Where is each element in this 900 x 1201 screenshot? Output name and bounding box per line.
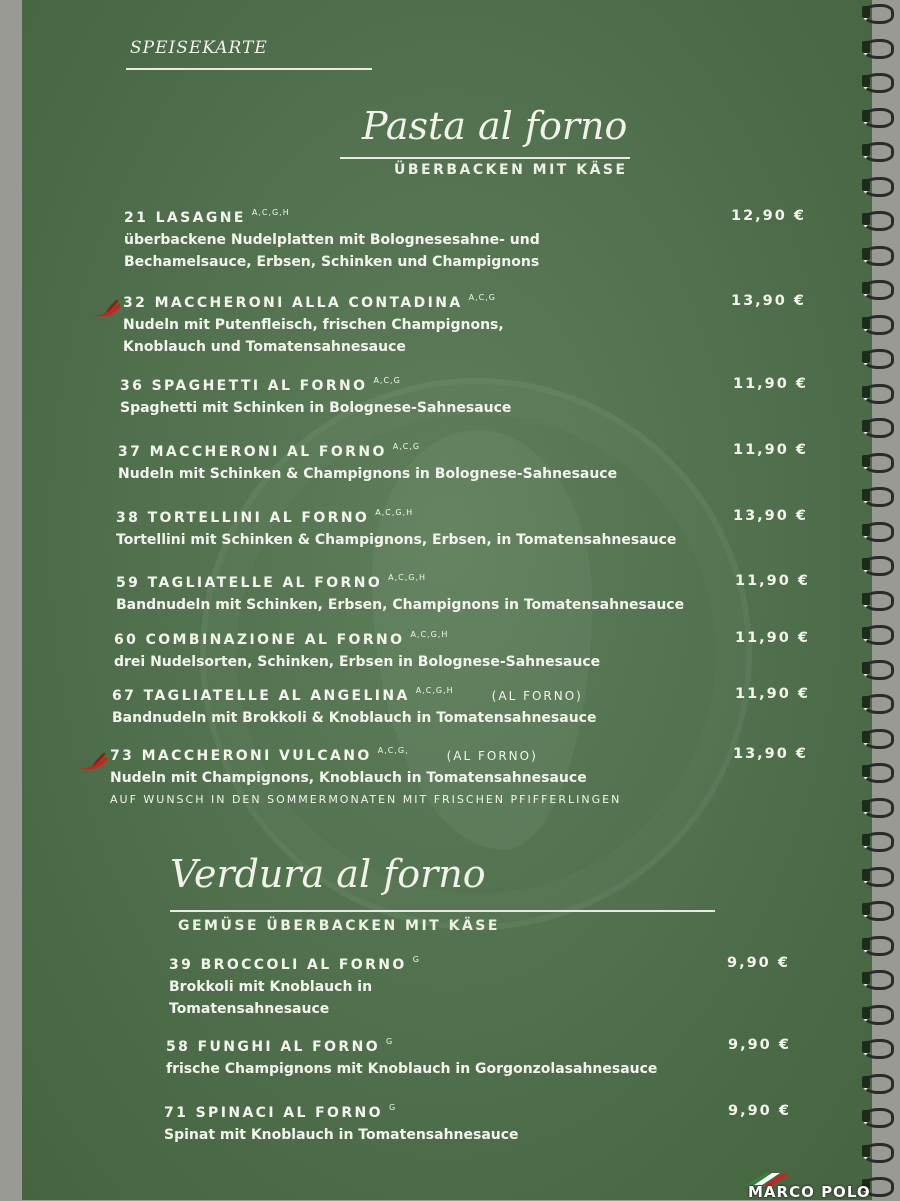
item-heading (123, 293, 543, 311)
binding-hole (862, 282, 870, 294)
item-allergens: A,C,G (373, 376, 401, 385)
section-rule-verdura (170, 910, 715, 912)
binding-hole (862, 834, 870, 846)
item-name: BROCCOLI AL FORNO (200, 957, 407, 973)
menu-page (22, 0, 872, 1200)
menu-item[interactable] (110, 746, 710, 806)
binding-hole (862, 1007, 870, 1019)
menu-item[interactable] (123, 293, 543, 358)
item-allergens: A,C,G,H (410, 630, 449, 639)
binding-hole (862, 144, 870, 156)
binding-hole (862, 972, 870, 984)
binding-hole (862, 489, 870, 501)
menu-item[interactable] (124, 208, 554, 273)
item-number: 38 (116, 510, 141, 526)
item-number: 32 (123, 295, 148, 311)
binding-hole (862, 662, 870, 674)
binding-hole (862, 1041, 870, 1053)
item-name: MACCHERONI VULCANO (141, 748, 372, 764)
item-extra-note: (AL FORNO) (446, 749, 538, 763)
menu-item[interactable] (114, 630, 714, 673)
header-rule (126, 68, 372, 70)
menu-item[interactable] (116, 573, 716, 616)
item-name: FUNGHI AL FORNO (197, 1039, 381, 1055)
menu-item[interactable] (118, 442, 638, 485)
item-allergens: A,C,G,H (375, 508, 414, 517)
item-price: 9,90 € (728, 1037, 791, 1053)
item-price: 9,90 € (728, 1103, 791, 1119)
binding-hole (862, 558, 870, 570)
binding-hole (862, 938, 870, 950)
binding-hole (862, 627, 870, 639)
item-description: Nudeln mit Putenfleisch, frischen Champignons, Knoblauch und Tomatensahnesauce (123, 317, 504, 355)
menu-item[interactable] (116, 508, 716, 551)
item-heading (118, 442, 638, 460)
item-heading (120, 376, 640, 394)
item-number: 58 (166, 1039, 191, 1055)
item-description: Nudeln mit Schinken & Champignons in Bolognese-Sahnesauce (118, 466, 618, 482)
menu-item[interactable] (112, 686, 712, 729)
binding-hole (862, 524, 870, 536)
item-heading (116, 573, 716, 591)
item-price: 13,90 € (733, 508, 809, 524)
item-heading (110, 746, 710, 764)
binding-hole (862, 800, 870, 812)
item-price: 13,90 € (731, 293, 807, 309)
binding-hole (862, 1145, 870, 1157)
binding-hole (862, 455, 870, 467)
item-allergens: A,C,G,H (415, 686, 454, 695)
binding-hole (862, 731, 870, 743)
item-price: 12,90 € (731, 208, 807, 224)
item-name: SPAGHETTI AL FORNO (151, 378, 368, 394)
item-allergens: A,C,G (468, 293, 496, 302)
binding-hole (862, 213, 870, 225)
item-number: 59 (116, 575, 141, 591)
binding-hole (862, 6, 870, 18)
item-price: 11,90 € (735, 573, 811, 589)
spiral-binding (860, 0, 900, 1200)
menu-label: SPEISEKARTE (130, 38, 268, 58)
item-description: Tortellini mit Schinken & Champignons, Erbsen, in Tomatensahnesauce (116, 532, 677, 548)
binding-hole (862, 179, 870, 191)
binding-hole (862, 593, 870, 605)
binding-hole (862, 317, 870, 329)
binding-hole (862, 75, 870, 87)
section-subtitle-verdura: GEMÜSE ÜBERBACKEN MIT KÄSE (178, 918, 500, 934)
logo (738, 1170, 898, 1200)
menu-item[interactable] (169, 955, 420, 1020)
item-description: Brokkoli mit Knoblauch in Tomatensahnesauce (169, 979, 373, 1017)
menu-item[interactable] (166, 1037, 766, 1080)
item-price: 11,90 € (733, 442, 809, 458)
logo-text: MARCO POLO (748, 1183, 871, 1201)
binding-hole (862, 1076, 870, 1088)
binding-hole (862, 41, 870, 53)
item-description: Bandnudeln mit Schinken, Erbsen, Champignons in Tomatensahnesauce (116, 597, 685, 613)
item-heading (116, 508, 716, 526)
menu-item[interactable] (120, 376, 640, 419)
binding-hole (862, 903, 870, 915)
chili-pepper-icon (76, 750, 112, 772)
item-number: 36 (120, 378, 145, 394)
binding-hole (862, 765, 870, 777)
item-name: MACCHERONI AL FORNO (149, 444, 387, 460)
item-name: TAGLIATELLE AL ANGELINA (143, 688, 410, 704)
item-extra-note: (AL FORNO) (491, 689, 583, 703)
item-description: Spinat mit Knoblauch in Tomatensahnesauce (164, 1127, 519, 1143)
section-title-verdura: Verdura al forno (170, 852, 486, 896)
item-heading (114, 630, 714, 648)
item-number: 73 (110, 748, 135, 764)
item-number: 67 (112, 688, 137, 704)
item-price: 9,90 € (727, 955, 790, 971)
item-allergens: G (412, 955, 420, 964)
item-price: 11,90 € (733, 376, 809, 392)
item-number: 71 (164, 1105, 189, 1121)
chili-pepper-icon (89, 297, 125, 319)
item-price: 13,90 € (733, 746, 809, 762)
item-allergens: A,C,G,H (388, 573, 427, 582)
binding-hole (862, 869, 870, 881)
binding-hole (862, 1110, 870, 1122)
item-name: TAGLIATELLE AL FORNO (147, 575, 383, 591)
item-allergens: A,C,G,H (251, 208, 290, 217)
item-heading (164, 1103, 764, 1121)
item-note: AUF WUNSCH IN DEN SOMMERMONATEN MIT FRISCHEN PFIFFERLINGEN (110, 793, 622, 806)
item-description: frische Champignons mit Knoblauch in Gorgonzolasahnesauce (166, 1061, 658, 1077)
item-allergens: A,C,G, (377, 746, 409, 755)
section-rule-pasta (340, 157, 630, 159)
binding-hole (862, 420, 870, 432)
item-name: LASAGNE (155, 210, 246, 226)
binding-hole (862, 110, 870, 122)
item-heading (169, 955, 420, 973)
item-name: TORTELLINI AL FORNO (147, 510, 370, 526)
item-number: 39 (169, 957, 194, 973)
item-allergens: G (388, 1103, 397, 1112)
binding-hole (862, 248, 870, 260)
section-subtitle-pasta: ÜBERBACKEN MIT KÄSE (394, 162, 628, 178)
item-description: Spaghetti mit Schinken in Bolognese-Sahnesauce (120, 400, 512, 416)
section-title-pasta: Pasta al forno (362, 104, 628, 148)
item-description: überbackene Nudelplatten mit Bolognesesahne- und Bechamelsauce, Erbsen, Schinken und Champignons (124, 232, 540, 270)
binding-hole (862, 351, 870, 363)
binding-hole (862, 696, 870, 708)
item-description: Nudeln mit Champignons, Knoblauch in Tomatensahnesauce (110, 770, 587, 786)
item-name: SPINACI AL FORNO (195, 1105, 383, 1121)
item-description: drei Nudelsorten, Schinken, Erbsen in Bolognese-Sahnesauce (114, 654, 601, 670)
item-name: MACCHERONI ALLA CONTADINA (154, 295, 463, 311)
item-number: 21 (124, 210, 149, 226)
item-price: 11,90 € (735, 686, 811, 702)
menu-item[interactable] (164, 1103, 764, 1146)
item-allergens: G (386, 1037, 394, 1046)
item-heading (124, 208, 554, 226)
item-number: 60 (114, 632, 139, 648)
item-number: 37 (118, 444, 143, 460)
item-heading (112, 686, 712, 704)
item-allergens: A,C,G (392, 442, 421, 451)
item-heading (166, 1037, 766, 1055)
item-description: Bandnudeln mit Brokkoli & Knoblauch in Tomatensahnesauce (112, 710, 597, 726)
item-name: COMBINAZIONE AL FORNO (145, 632, 405, 648)
binding-hole (862, 386, 870, 398)
item-price: 11,90 € (735, 630, 811, 646)
